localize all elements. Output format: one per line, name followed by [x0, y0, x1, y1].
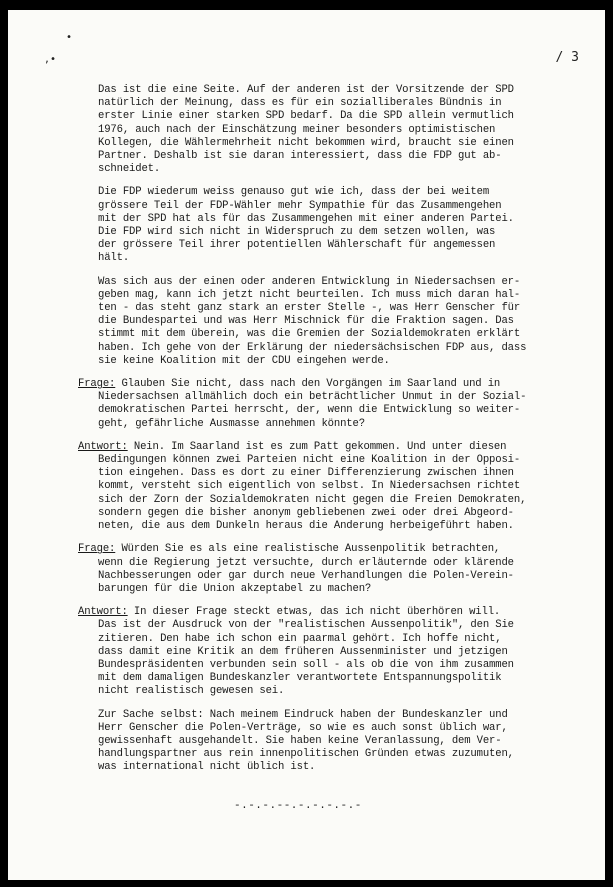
question-block: Frage: Glauben Sie nicht, dass nach den Vorgängen im Saarland und in Niedersachsen allmählich doch ein beträchtlicher Unmut in der Sozial- demokratischen Partei herrscht, der, wenn die Entwicklung so weiter- geht, gefährliche Ausmasse annehmen könnte?: [78, 378, 527, 430]
paragraph: Was sich aus der einen oder anderen Entwicklung in Niedersachsen er- geben mag, kann ich jetzt nicht beurteilen. Ich muss mich daran hal- ten - das steht ganz stark an erster Stelle -, was Herr Genscher für die Bundespartei und was Herr Mischnick für die Fraktion sagen. Das stimmt mit dem überein, was die Gremien der Sozialdemokraten erklärt haben. Ich gehe von der Erklärung der niedersächsischen FDP aus, dass sie keine Koalition mit der CDU eingehen werde.: [98, 275, 527, 367]
punch-mark: •: [66, 32, 73, 43]
answer-block: Antwort: In dieser Frage steckt etwas, das ich nicht überhören will. Das ist der Ausdruck von der "realistischen Aussenpolitik", den Sie zitieren. Den habe ich schon ein paarmal gehört. Ich hoffe nicht, dass damit eine Kritik an dem früheren Aussenminister und jetzigen Bundespräsidenten verbunden sein soll - als ob die von ihm zusammen mit dem damaligen Bundeskanzler verantwortete Entspannungspolitik nicht realistisch gewesen sei.: [78, 606, 514, 698]
paragraph: Die FDP wiederum weiss genauso gut wie ich, dass der bei weitem grössere Teil der FDP-Wähler mehr Sympathie für das Zusammengehen mit der SPD hat als für das Zusammengehen mit einer anderen Partei. Die FDP wird sich nicht in Widerspruch zu dem setzen wollen, was der grössere Teil ihrer potentiellen Wählerschaft für angemessen hält.: [98, 186, 514, 265]
paragraph: Zur Sache selbst: Nach meinem Eindruck haben der Bundeskanzler und Herr Genscher die Polen-Verträge, so wie es auch sonst üblich war, gewissenhaft ausgehandelt. Sie haben keine Veranlassung, dem Ver- handlungspartner aus rein innenpolitischen Gründen etwas zuzumuten, was international nicht üblich ist.: [98, 708, 514, 774]
document-page: [8, 10, 605, 880]
speaker-label: Antwort:: [78, 606, 128, 619]
document-body: [78, 84, 584, 785]
speaker-label: Antwort:: [78, 440, 128, 453]
speaker-label: Frage:: [78, 543, 116, 556]
punch-mark: ,•: [44, 54, 57, 65]
paragraph: Das ist die eine Seite. Auf der anderen ist der Vorsitzende der SPD natürlich der Meinung, dass es für ein sozialliberales Bündnis in erster Linie einer starken SPD bedarf. Da die SPD allein vermutlich 1976, auch nach der Einschätzung meiner besonders optimistischen Kollegen, die Wählermehrheit nicht bekommen wird, braucht sie einen Partner. Deshalb ist sie daran interessiert, dass die FDP gut ab- schneidet.: [98, 84, 514, 176]
speaker-label: Frage:: [78, 378, 116, 391]
page-number: / 3: [555, 50, 579, 65]
end-divider: -.-.-.--.-.-.-.-.-: [234, 800, 362, 812]
answer-block: Antwort: Nein. Im Saarland ist es zum Patt gekommen. Und unter diesen Bedingungen können zwei Parteien nicht eine Koalition in der Opposi- tion eingehen. Dass es dort zu einer Differenzierung zwischen ihnen kommt, versteht sich eigentlich von selbst. In Niedersachsen richtet sich der Zorn der Sozialdemokraten nicht gegen die Freien Demokraten, sondern gegen die bisher anonym gebliebenen zwei oder drei Abgeord- neten, die aus dem Dunkeln heraus die Änderung herbeigeführt haben.: [78, 440, 527, 533]
question-block: Frage: Würden Sie es als eine realistische Aussenpolitik betrachten, wenn die Regierung jetzt versuchte, durch erläuternde oder klärende Nachbesserungen oder gar durch neue Verhandlungen die Polen-Verein- barungen für die Union akzeptabel zu machen?: [78, 543, 514, 595]
